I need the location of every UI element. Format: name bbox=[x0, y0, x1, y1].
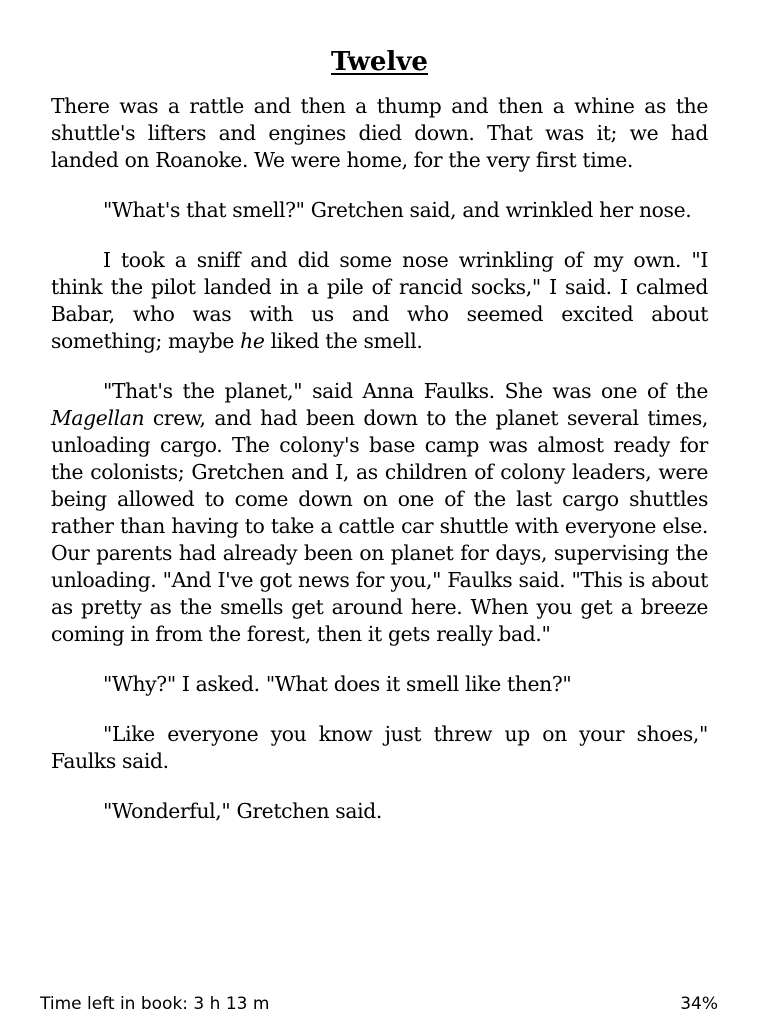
paragraph: There was a rattle and then a thump and then a whine as the shuttle's lifters and engines died down. That was it; we had landed on Roanoke. We were home, for the very first time. bbox=[51, 94, 708, 172]
paragraph: "That's the planet," said Anna Faulks. She was one of the Magellan crew, and had been down to the planet several times, unloading cargo. The colony's base camp was almost ready for the colonists; Gretchen and I, as children of colony leaders, were being allowed to come down on one of the last cargo shuttles rather than having to take a cattle car shuttle with everyone else. Our parents had already been on planet for days, supervising the unloading. "And I've got news for you," Faulks said. "This is about as pretty as the smells get around here. When you get a breeze coming in from the forest, then it gets really bad." bbox=[51, 379, 708, 646]
reading-progress-percent: 34% bbox=[680, 994, 718, 1014]
paragraph: I took a sniff and did some nose wrinkling of my own. "I think the pilot landed in a pile of rancid socks," I said. I calmed Babar, who was with us and who seemed excited about something; maybe he liked the smell. bbox=[51, 248, 708, 353]
chapter-title: Twelve bbox=[331, 47, 428, 77]
paragraph: "Wonderful," Gretchen said. bbox=[103, 799, 382, 823]
reader-footer bbox=[40, 992, 718, 1016]
ship-name: Magellan bbox=[51, 406, 145, 430]
italic-emphasis: he bbox=[240, 329, 265, 353]
paragraph: "What's that smell?" Gretchen said, and wrinkled her nose. bbox=[103, 198, 692, 222]
reader-page bbox=[51, 0, 708, 848]
paragraph: "Why?" I asked. "What does it smell like then?" bbox=[103, 672, 572, 696]
time-left-in-book: Time left in book: 3 h 13 m bbox=[40, 994, 270, 1014]
chapter-body bbox=[51, 93, 708, 825]
paragraph: "Like everyone you know just threw up on your shoes," Faulks said. bbox=[51, 722, 708, 773]
